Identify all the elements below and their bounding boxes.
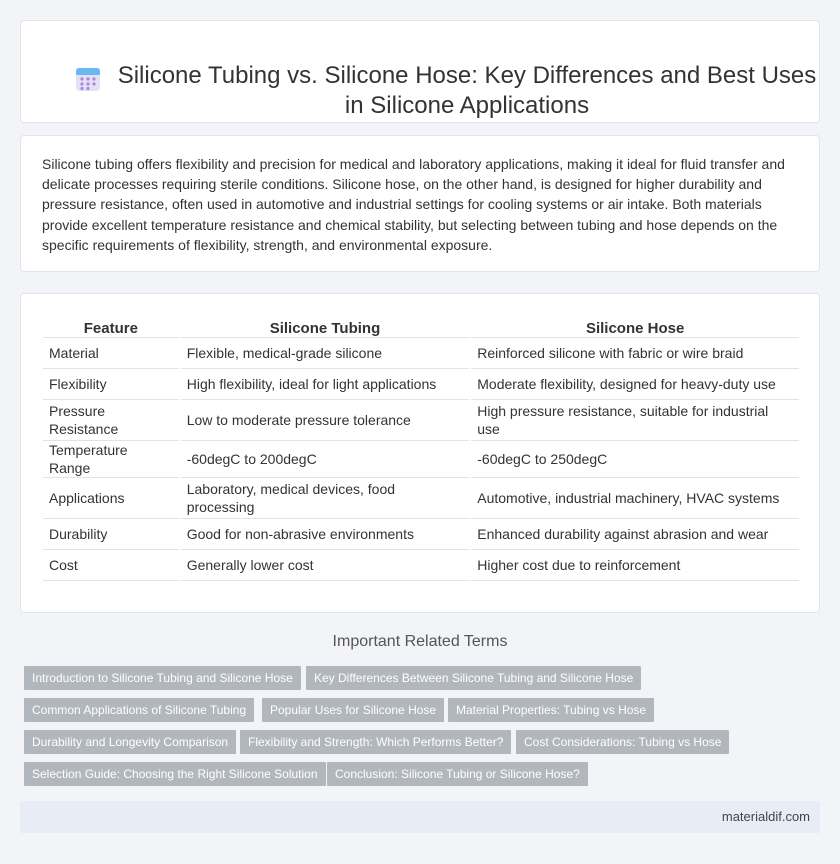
feature-cell: Cost: [43, 550, 179, 581]
hose-cell: Automotive, industrial machinery, HVAC systems: [471, 478, 799, 519]
table-row: [43, 478, 799, 519]
table-row: [43, 338, 799, 369]
feature-cell: Material: [43, 338, 179, 369]
header-silicone-hose: Silicone Hose: [471, 316, 799, 338]
feature-cell: Applications: [43, 478, 179, 519]
tubing-cell: High flexibility, ideal for light applications: [181, 369, 470, 400]
related-tag-material-properties[interactable]: Material Properties: Tubing vs Hose: [448, 698, 654, 722]
tubing-cell: Generally lower cost: [181, 550, 470, 581]
feature-cell: Durability: [43, 519, 179, 550]
related-tag-durability[interactable]: Durability and Longevity Comparison: [24, 730, 236, 754]
intro-paragraph: Silicone tubing offers flexibility and precision for medical and laboratory applications, making it ideal for fluid transfer and delicate processes requiring sterile conditions. Silicone hose, on the other hand, is designed for higher durability and pressure resistance, often used in automotive and industrial settings for cooling systems or air intake. Both materials provide excellent temperature resistance and chemical stability, but selecting between tubing and hose depends on the specific requirements of flexibility, strength, and environmental exposure.: [42, 156, 785, 253]
intro-card: [20, 135, 820, 272]
tubing-cell: Low to moderate pressure tolerance: [181, 400, 470, 441]
table-row: [43, 550, 799, 581]
table-row: [43, 519, 799, 550]
hose-cell: Reinforced silicone with fabric or wire braid: [471, 338, 799, 369]
hose-cell: Moderate flexibility, designed for heavy-duty use: [471, 369, 799, 400]
related-tag-tubing-applications[interactable]: Common Applications of Silicone Tubing: [24, 698, 254, 722]
tubing-cell: Laboratory, medical devices, food processing: [181, 478, 470, 519]
table-header-row: [43, 316, 799, 338]
feature-cell: Temperature Range: [43, 441, 179, 478]
related-tag-selection-guide[interactable]: Selection Guide: Choosing the Right Silicone Solution: [24, 762, 326, 786]
comparison-card: [20, 293, 820, 613]
related-tag-flexibility-strength[interactable]: Flexibility and Strength: Which Performs Better?: [240, 730, 511, 754]
comparison-table: [41, 316, 801, 581]
table-row: [43, 441, 799, 478]
title-card: [20, 20, 820, 123]
header-feature: Feature: [43, 316, 179, 338]
feature-cell: Flexibility: [43, 369, 179, 400]
tubing-cell: -60degC to 200degC: [181, 441, 470, 478]
calendar-grid-icon: [75, 66, 101, 92]
feature-cell: Pressure Resistance: [43, 400, 179, 441]
related-tag-introduction[interactable]: Introduction to Silicone Tubing and Silicone Hose: [24, 666, 301, 690]
page-title: Silicone Tubing vs. Silicone Hose: Key Differences and Best Uses in Silicone Applications: [117, 62, 817, 119]
hose-cell: High pressure resistance, suitable for industrial use: [471, 400, 799, 441]
table-row: [43, 369, 799, 400]
footer: [20, 801, 820, 833]
related-terms-heading: Important Related Terms: [332, 633, 508, 650]
related-tag-conclusion[interactable]: Conclusion: Silicone Tubing or Silicone Hose?: [327, 762, 588, 786]
header-silicone-tubing: Silicone Tubing: [181, 316, 470, 338]
tubing-cell: Good for non-abrasive environments: [181, 519, 470, 550]
related-tag-hose-uses[interactable]: Popular Uses for Silicone Hose: [262, 698, 444, 722]
tubing-cell: Flexible, medical-grade silicone: [181, 338, 470, 369]
related-tag-cost[interactable]: Cost Considerations: Tubing vs Hose: [516, 730, 729, 754]
hose-cell: Higher cost due to reinforcement: [471, 550, 799, 581]
hose-cell: Enhanced durability against abrasion and wear: [471, 519, 799, 550]
hose-cell: -60degC to 250degC: [471, 441, 799, 478]
footer-site-link[interactable]: materialdif.com: [721, 809, 810, 824]
related-tag-key-differences[interactable]: Key Differences Between Silicone Tubing and Silicone Hose: [306, 666, 641, 690]
table-row: [43, 400, 799, 441]
